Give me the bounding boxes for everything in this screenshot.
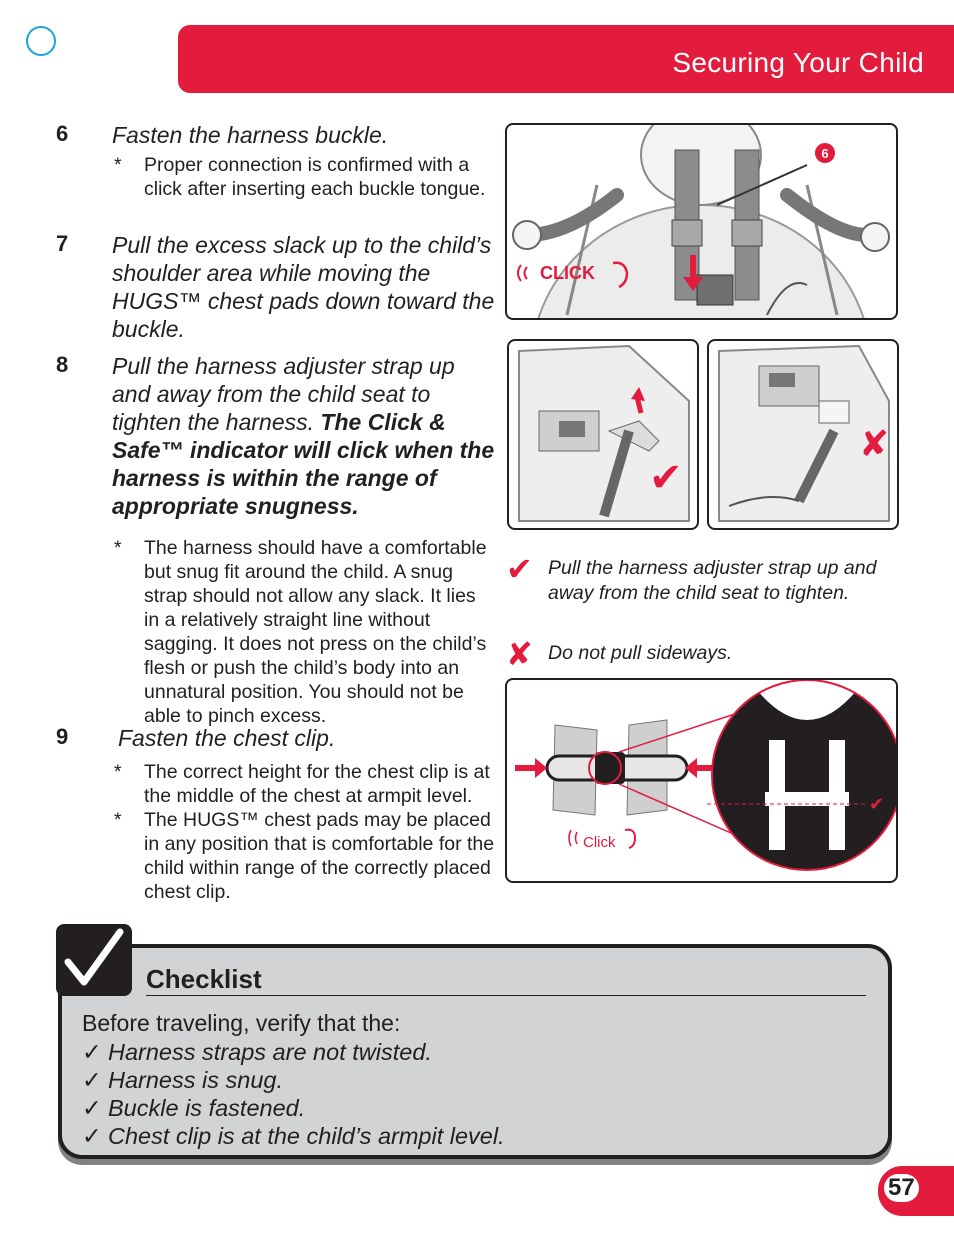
- checklist-item-text: Harness straps are not twisted.: [108, 1039, 432, 1065]
- bullet-item: * The harness should have a comfortable but snug fit around the child. A snug strap should not allow any slack. It lies in a relatively straight line without sagging. It does not press on the child’s flesh or push the child’s body into an unnatural position. You should not be able to pinch excess.: [112, 536, 496, 728]
- bullet-item: * The HUGS™ chest pads may be placed in any position that is comfortable for the child within range of the correctly placed chest clip.: [112, 808, 496, 904]
- tick-icon: ✓: [82, 1067, 102, 1093]
- illustration-badge: 6: [821, 146, 829, 161]
- chest-clip-drawing: [507, 680, 896, 881]
- step-text-regular: Pull the harness adjuster strap up and away from the child seat to tighten the harness.: [112, 353, 455, 435]
- caption-incorrect-text: Do not pull sideways.: [548, 642, 733, 664]
- red-x-icon: ✘: [506, 636, 533, 672]
- tick-icon: ✓: [82, 1039, 102, 1065]
- checklist-item-text: Chest clip is at the child’s armpit level.: [108, 1123, 505, 1149]
- ear-icon: [625, 830, 635, 848]
- correct-check-icon: ✔: [649, 455, 683, 501]
- checklist-items: [82, 1038, 505, 1150]
- checklist-item-text: Harness is snug.: [108, 1067, 284, 1093]
- step-number: 7: [56, 231, 69, 256]
- click-label: CLICK: [540, 263, 595, 283]
- step-number: 9: [56, 724, 69, 749]
- step-bullets: [112, 536, 496, 728]
- checklist-item: [82, 1066, 505, 1094]
- step-7: [56, 231, 496, 343]
- step-8: [56, 352, 496, 728]
- correct-pull-drawing: [509, 341, 697, 528]
- checklist-item-text: Buckle is fastened.: [108, 1095, 306, 1121]
- page-number: 57: [884, 1174, 919, 1202]
- incorrect-pull-illustration: [707, 339, 899, 530]
- buckle-drawing: [507, 125, 896, 318]
- section-title: Securing Your Child: [672, 47, 924, 78]
- corner-registration-mark: [26, 26, 56, 56]
- section-header-bar: [178, 25, 954, 93]
- chest-clip-check-icon: ✔: [869, 794, 885, 815]
- caption-correct: [506, 551, 886, 606]
- sound-waves-icon: [518, 265, 527, 281]
- step-bullets: [112, 760, 496, 904]
- checklist-intro: Before traveling, verify that the:: [82, 1010, 401, 1036]
- checklist-item: [82, 1038, 505, 1066]
- step-text: Fasten the harness buckle.: [112, 122, 389, 148]
- step-6: [56, 121, 496, 201]
- step-text: Fasten the chest clip.: [118, 725, 336, 751]
- correct-pull-illustration: [507, 339, 699, 530]
- checklist-item: [82, 1094, 505, 1122]
- tick-icon: ✓: [82, 1095, 102, 1121]
- tick-icon: ✓: [82, 1123, 102, 1149]
- incorrect-pull-drawing: [709, 341, 897, 528]
- bullet-item: * Proper connection is confirmed with a click after inserting each buckle tongue.: [112, 153, 496, 201]
- step-number: 8: [56, 352, 69, 377]
- step-text: Pull the excess slack up to the child’s shoulder area while moving the HUGS™ chest pads down toward the buckle.: [112, 232, 495, 342]
- chest-click-label: Click: [583, 834, 616, 851]
- step-text-bold: The Click & Safe™ indicator will click when the harness is within the range of appropriate snugness.: [112, 409, 495, 519]
- checklist-divider: [146, 995, 866, 996]
- step-text: [112, 352, 496, 520]
- step-9: [56, 724, 496, 904]
- chest-clip-illustration: [505, 678, 898, 883]
- checklist-title: Checklist: [146, 964, 262, 994]
- large-check-icon: [62, 926, 126, 990]
- step-bullets: [112, 153, 496, 201]
- incorrect-x-icon: ✘: [859, 424, 890, 465]
- caption-correct-text: Pull the harness adjuster strap up and away from the child seat to tighten.: [548, 557, 877, 604]
- caption-incorrect: [506, 636, 886, 672]
- checklist-item: [82, 1122, 505, 1150]
- sound-waves-icon: [569, 830, 577, 846]
- bullet-item: * The correct height for the chest clip is at the middle of the chest at armpit level.: [112, 760, 496, 808]
- checklist-badge: [56, 924, 132, 996]
- red-check-icon: ✔: [506, 551, 533, 587]
- step-number: 6: [56, 121, 69, 146]
- buckle-illustration: [505, 123, 898, 320]
